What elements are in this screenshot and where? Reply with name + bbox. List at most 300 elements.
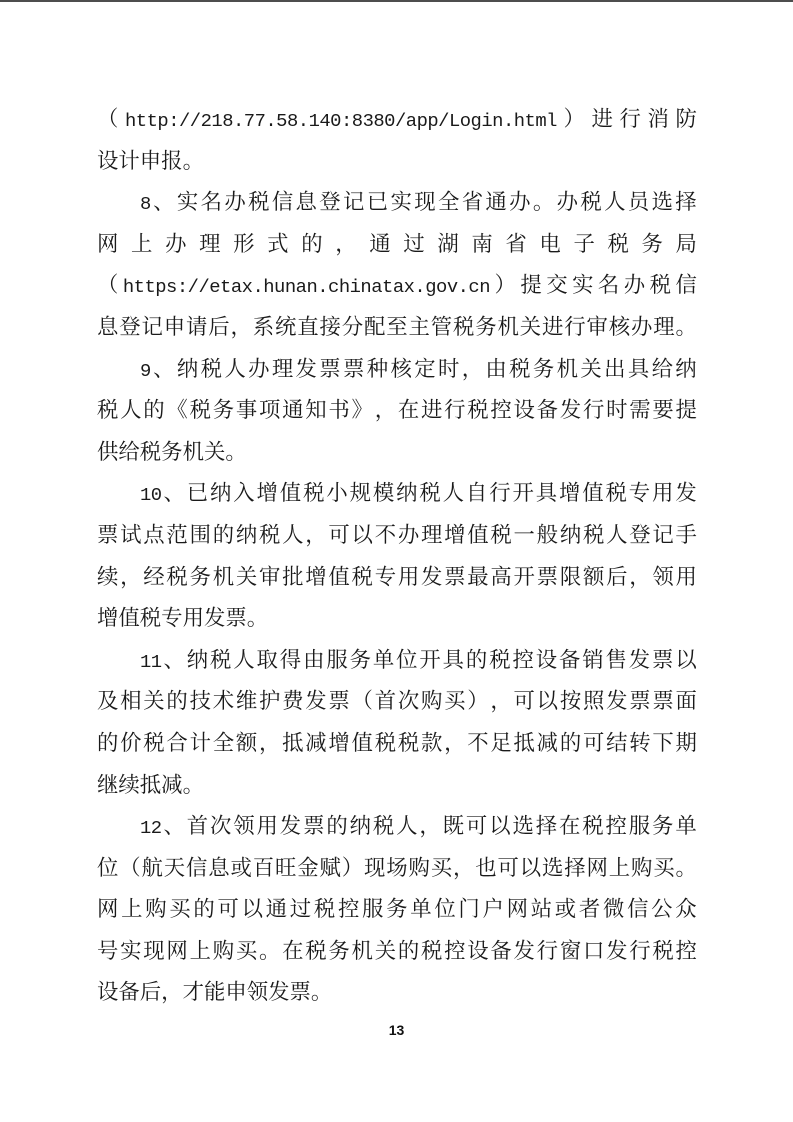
cjk-char: 办 — [631, 314, 653, 339]
cjk-char: 首 — [374, 689, 397, 714]
text-line — [97, 99, 697, 141]
cjk-char: 纳 — [186, 647, 209, 672]
cjk-char: 纳 — [675, 356, 697, 381]
cjk-char: 的 — [143, 398, 165, 423]
cjk-char: 发 — [628, 647, 651, 672]
cjk-char: 门 — [458, 897, 480, 922]
cjk-char: 控 — [605, 814, 627, 839]
cjk-char: 已 — [366, 190, 389, 215]
cjk-char: 消 — [647, 107, 669, 131]
cjk-char: 不 — [374, 522, 397, 547]
cjk-char: 办 — [165, 231, 187, 256]
cjk-char: 站 — [530, 897, 553, 922]
cjk-char: （ — [97, 107, 119, 131]
cjk-char: 公 — [651, 897, 673, 922]
cjk-char: 增 — [444, 522, 466, 547]
cjk-char: 机 — [556, 356, 579, 381]
cjk-char: 票 — [303, 814, 325, 839]
cjk-char: 交 — [546, 273, 568, 298]
cjk-char: 行 — [582, 398, 605, 423]
cjk-char: 息 — [295, 190, 317, 215]
cjk-char: 管 — [430, 314, 453, 339]
cjk-char: 要 — [652, 398, 674, 423]
text-line — [97, 640, 697, 682]
cjk-char: 续 — [97, 564, 119, 589]
cjk-char: 税 — [509, 356, 531, 381]
cjk-char: 发 — [559, 398, 582, 423]
cjk-char: 择 — [535, 814, 558, 839]
cjk-char: 可 — [465, 814, 488, 839]
cjk-char: 费 — [282, 689, 304, 714]
cjk-char: 航 — [141, 855, 163, 880]
text-line — [97, 889, 697, 931]
cjk-char: 范 — [166, 522, 188, 547]
cjk-char: 税 — [419, 481, 441, 506]
cjk-char: 务 — [641, 231, 663, 256]
cjk-char: 期 — [675, 730, 697, 755]
text-line — [97, 473, 697, 515]
cjk-char: 位 — [97, 855, 119, 880]
cjk-char: 名 — [597, 273, 620, 298]
cjk-char: 户 — [482, 897, 504, 922]
cjk-char: 过 — [403, 231, 425, 256]
cjk-char: 形 — [233, 231, 255, 256]
cjk-char: 买 — [444, 689, 466, 714]
cjk-char: 小 — [326, 481, 348, 506]
cjk-char: 税 — [453, 314, 475, 339]
cjk-char: 发 — [279, 814, 302, 839]
cjk-char: 税 — [420, 938, 443, 963]
cjk-char: 种 — [366, 356, 389, 381]
cjk-char: 微 — [602, 897, 625, 922]
cjk-char: 票 — [652, 689, 674, 714]
cjk-char: 务 — [349, 647, 371, 672]
cjk-char: 术 — [212, 689, 235, 714]
cjk-char: 下 — [652, 730, 674, 755]
cjk-char: 服 — [362, 897, 384, 922]
cjk-char: 已 — [186, 481, 209, 506]
cjk-char: 金 — [297, 855, 319, 880]
latin-run: http://218.77.58.140:8380/app/Login.html — [125, 110, 557, 132]
latin-run: 8 — [140, 193, 151, 216]
cjk-char: 记 — [652, 522, 674, 547]
cjk-char: 网 — [166, 938, 188, 963]
text-line — [97, 182, 697, 224]
cjk-char: 发 — [513, 938, 535, 963]
cjk-char: 配 — [364, 314, 386, 339]
cjk-char: 在 — [397, 398, 420, 423]
cjk-char: 通 — [369, 231, 391, 256]
cjk-char: 湖 — [437, 231, 459, 256]
cjk-char: ） — [494, 273, 516, 298]
cjk-char: 子 — [573, 231, 595, 256]
cjk-char: 以 — [351, 522, 373, 547]
cjk-char: 发 — [675, 481, 697, 506]
cjk-char: 、 — [153, 190, 175, 215]
cjk-char: 记 — [141, 314, 163, 339]
cjk-char: 买 — [430, 855, 453, 880]
cjk-char: 天 — [163, 855, 186, 880]
cjk-char: 的 — [465, 647, 488, 672]
cjk-char: ， — [629, 564, 651, 589]
cjk-char: 纳 — [235, 522, 258, 547]
cjk-char: 理 — [199, 231, 221, 256]
cjk-char: 办 — [224, 190, 246, 215]
cjk-char: 人 — [282, 522, 304, 547]
cjk-char: 》 — [351, 398, 373, 423]
text-line — [97, 307, 697, 349]
cjk-char: 息 — [97, 314, 119, 339]
cjk-char: 关 — [143, 689, 165, 714]
cjk-char: 理 — [653, 314, 675, 339]
cjk-char: 知 — [305, 398, 327, 423]
cjk-char: 及 — [97, 689, 119, 714]
cjk-char: 面 — [675, 689, 697, 714]
cjk-char: 备 — [490, 938, 512, 963]
cjk-char: 发 — [606, 938, 628, 963]
cjk-char: 额 — [235, 730, 258, 755]
cjk-char: 用 — [256, 814, 278, 839]
cjk-char: 人 — [120, 398, 142, 423]
cjk-char: 现 — [143, 938, 165, 963]
cjk-char: 时 — [606, 398, 628, 423]
cjk-char: 增 — [256, 481, 278, 506]
cjk-char: 百 — [252, 855, 275, 880]
cjk-char: 税 — [372, 814, 395, 839]
cjk-char: 人 — [442, 481, 465, 506]
cjk-char: 进 — [591, 107, 613, 131]
cjk-char: 规 — [349, 481, 371, 506]
cjk-char: 票 — [328, 689, 350, 714]
cjk-char: 给 — [651, 356, 673, 381]
cjk-char: 具 — [442, 647, 465, 672]
page-top-edge-line — [0, 0, 793, 2]
cjk-char: 机 — [351, 938, 373, 963]
cjk-char: 服 — [326, 647, 348, 672]
cjk-char: 《 — [166, 398, 188, 423]
cjk-char: 场 — [386, 855, 408, 880]
cjk-char: 首 — [186, 814, 209, 839]
cjk-char: 选 — [512, 814, 534, 839]
cjk-char: 实 — [390, 190, 412, 215]
cjk-char: 发 — [606, 689, 628, 714]
cjk-char: 务 — [328, 938, 350, 963]
cjk-char: 纳 — [176, 356, 199, 381]
cjk-char: 的 — [193, 897, 215, 922]
cjk-char: 以 — [489, 814, 511, 839]
cjk-char: 核 — [608, 314, 631, 339]
cjk-char: 限 — [559, 564, 582, 589]
latin-run: 10 — [140, 484, 162, 507]
cjk-char: 登 — [119, 314, 141, 339]
cjk-char: 在 — [558, 814, 581, 839]
cjk-char: 一 — [513, 522, 535, 547]
text-line: 供给税务机关。 — [97, 439, 247, 464]
cjk-char: 。 — [532, 190, 555, 215]
cjk-char: ， — [120, 564, 142, 589]
cjk-char: 实 — [572, 273, 594, 298]
cjk-char: 、 — [163, 647, 185, 672]
cjk-char: 统 — [275, 314, 297, 339]
cjk-char: 购 — [631, 855, 653, 880]
cjk-char: 得 — [279, 647, 302, 672]
cjk-char: 开 — [512, 481, 534, 506]
text-line: 设备后，才能申领发票。 — [97, 980, 333, 1005]
cjk-char: 上 — [189, 938, 211, 963]
cjk-char: 取 — [256, 647, 278, 672]
cjk-char: 名 — [200, 190, 223, 215]
cjk-char: 用 — [652, 481, 674, 506]
cjk-char: 关 — [519, 314, 542, 339]
cjk-char: 位 — [434, 897, 456, 922]
cjk-char: 务 — [532, 356, 555, 381]
cjk-char: 、 — [163, 814, 185, 839]
cjk-char: 由 — [485, 356, 507, 381]
cjk-char: ） — [467, 689, 489, 714]
cjk-char: 税 — [649, 273, 672, 298]
cjk-char: 相 — [120, 689, 142, 714]
cjk-char: 税 — [166, 564, 188, 589]
cjk-char: 纳 — [396, 481, 418, 506]
cjk-char: 税 — [467, 398, 489, 423]
cjk-char: 在 — [282, 938, 304, 963]
cjk-char: 设 — [535, 647, 558, 672]
cjk-char: 自 — [465, 481, 488, 506]
cjk-char: 主 — [408, 314, 430, 339]
cjk-char: 赋 — [319, 855, 341, 880]
cjk-char: 核 — [390, 356, 412, 381]
cjk-char: 控 — [675, 938, 697, 963]
cjk-char: 手 — [675, 522, 697, 547]
cjk-char: 可 — [582, 730, 605, 755]
cjk-char: 减 — [536, 730, 559, 755]
cjk-char: 税 — [582, 522, 605, 547]
cjk-char: 税 — [374, 730, 397, 755]
cjk-char: 旺 — [275, 855, 297, 880]
text-line: 继续抵减。 — [97, 772, 204, 797]
cjk-char: ， — [258, 730, 281, 755]
cjk-char: 人 — [606, 522, 628, 547]
cjk-char: 防 — [675, 107, 697, 131]
cjk-char: 设 — [513, 398, 535, 423]
cjk-char: 经 — [143, 564, 165, 589]
cjk-char: 通 — [265, 897, 288, 922]
cjk-char: 控 — [444, 938, 466, 963]
cjk-char: 提 — [675, 398, 697, 423]
cjk-char: 的 — [397, 938, 420, 963]
cjk-char: 税 — [351, 564, 373, 589]
cjk-char: 人 — [233, 647, 255, 672]
cjk-char: 进 — [420, 398, 443, 423]
cjk-char: 通 — [282, 398, 304, 423]
cjk-char: 实 — [176, 190, 199, 215]
cjk-char: 售 — [605, 647, 627, 672]
cjk-char: 购 — [212, 938, 235, 963]
page-number: 13 — [388, 1022, 405, 1038]
cjk-char: 增 — [305, 564, 327, 589]
cjk-char: 后 — [606, 564, 628, 589]
cjk-char: ， — [453, 855, 475, 880]
cjk-char: 税 — [489, 647, 511, 672]
cjk-char: 电 — [539, 231, 561, 256]
cjk-char: 通 — [485, 190, 507, 215]
cjk-char: 税 — [97, 398, 119, 423]
cjk-char: 设 — [467, 938, 489, 963]
cjk-char: 专 — [374, 564, 397, 589]
cjk-char: ， — [374, 398, 397, 423]
cjk-char: 行 — [629, 938, 651, 963]
cjk-char: 转 — [629, 730, 651, 755]
text-line — [97, 515, 697, 557]
cjk-char: 办 — [556, 190, 579, 215]
cjk-char: ， — [461, 356, 484, 381]
cjk-char: 行 — [619, 107, 641, 131]
cjk-char: 行 — [536, 938, 559, 963]
cjk-char: 局 — [675, 231, 697, 256]
cjk-char: 申 — [163, 314, 186, 339]
cjk-char: 需 — [629, 398, 651, 423]
cjk-char: 纳 — [559, 522, 582, 547]
latin-run: https://etax.hunan.chinatax.gov.cn — [122, 276, 491, 299]
cjk-char: 开 — [513, 564, 535, 589]
cjk-char: 书 — [328, 398, 350, 423]
cjk-char: 选 — [651, 190, 673, 215]
cjk-char: 增 — [558, 481, 581, 506]
cjk-char: 税 — [607, 231, 629, 256]
cjk-char: 购 — [420, 689, 443, 714]
cjk-char: 服 — [628, 814, 651, 839]
cjk-char: 票 — [444, 564, 466, 589]
cjk-char: 买 — [235, 938, 258, 963]
cjk-char: 具 — [627, 356, 650, 381]
cjk-char: 者 — [578, 897, 601, 922]
cjk-char: 登 — [319, 190, 341, 215]
cjk-char: 关 — [374, 938, 397, 963]
cjk-char: 发 — [305, 689, 327, 714]
cjk-char: 办 — [248, 356, 270, 381]
cjk-char: ， — [335, 231, 357, 256]
cjk-char: 最 — [467, 564, 489, 589]
cjk-char: 接 — [319, 314, 341, 339]
cjk-char: 既 — [442, 814, 465, 839]
cjk-char: 试 — [120, 522, 142, 547]
cjk-char: 以 — [519, 855, 542, 880]
cjk-char: 可 — [328, 522, 350, 547]
text-line — [97, 931, 697, 973]
cjk-char: 次 — [397, 689, 420, 714]
cjk-char: 网 — [97, 897, 119, 922]
cjk-char: 买 — [653, 855, 675, 880]
text-line: 增值税专用发票。 — [97, 606, 269, 631]
text-line — [97, 390, 697, 432]
cjk-char: 行 — [564, 314, 586, 339]
cjk-char: 单 — [372, 647, 395, 672]
cjk-char: 口 — [582, 938, 605, 963]
cjk-char: 理 — [271, 356, 294, 381]
cjk-char: 上 — [121, 897, 143, 922]
text-line — [97, 723, 697, 765]
cjk-char: 务 — [475, 314, 497, 339]
cjk-char: 的 — [212, 522, 235, 547]
cjk-char: 票 — [97, 522, 119, 547]
cjk-char: 结 — [606, 730, 628, 755]
cjk-char: 值 — [279, 481, 302, 506]
cjk-char: 提 — [520, 273, 542, 298]
cjk-char: 领 — [233, 814, 255, 839]
cjk-char: 税 — [313, 897, 336, 922]
cjk-char: 税 — [303, 481, 325, 506]
cjk-char: 可 — [513, 689, 535, 714]
cjk-char: 也 — [475, 855, 497, 880]
cjk-char: 。 — [675, 314, 697, 339]
cjk-char: 发 — [420, 564, 443, 589]
cjk-char: 税 — [397, 730, 420, 755]
text-line — [97, 265, 697, 307]
cjk-char: 。 — [258, 938, 281, 963]
cjk-char: 般 — [536, 522, 559, 547]
cjk-char: 时 — [437, 356, 460, 381]
latin-run: 11 — [140, 650, 162, 673]
cjk-char: 式 — [267, 231, 289, 256]
cjk-char: 税 — [248, 190, 270, 215]
text-line — [97, 848, 697, 890]
cjk-char: 全 — [212, 730, 235, 755]
cjk-char: 的 — [301, 231, 323, 256]
latin-run: 9 — [140, 359, 151, 382]
cjk-char: 税 — [490, 522, 512, 547]
text-line — [97, 224, 697, 266]
cjk-char: 事 — [235, 398, 258, 423]
cjk-char: 。 — [675, 855, 697, 880]
cjk-char: 税 — [210, 647, 232, 672]
cjk-char: 或 — [230, 855, 252, 880]
cjk-char: 进 — [542, 314, 564, 339]
cjk-char: ， — [419, 814, 441, 839]
cjk-char: 人 — [396, 814, 418, 839]
cjk-char: 增 — [328, 730, 350, 755]
cjk-char: 以 — [536, 689, 559, 714]
cjk-char: 人 — [224, 356, 246, 381]
text-line — [97, 806, 697, 848]
cjk-char: 行 — [489, 481, 511, 506]
cjk-char: 南 — [471, 231, 493, 256]
cjk-char: 网 — [506, 897, 528, 922]
cjk-char: 抵 — [282, 730, 304, 755]
cjk-char: 减 — [305, 730, 327, 755]
cjk-char: 技 — [189, 689, 211, 714]
cjk-char: 窗 — [559, 938, 582, 963]
cjk-char: 过 — [289, 897, 312, 922]
cjk-char: 用 — [675, 564, 697, 589]
cjk-char: 实 — [120, 938, 142, 963]
cjk-char: 控 — [337, 897, 360, 922]
cjk-char: 可 — [217, 897, 239, 922]
text-line — [97, 557, 697, 599]
cjk-char: 直 — [297, 314, 319, 339]
cjk-char: 次 — [210, 814, 232, 839]
cjk-char: 理 — [420, 522, 443, 547]
cjk-char: 务 — [652, 814, 674, 839]
cjk-char: 出 — [604, 356, 626, 381]
cjk-char: 信 — [271, 190, 294, 215]
cjk-char: 机 — [497, 314, 519, 339]
cjk-char: 护 — [258, 689, 281, 714]
cjk-char: 机 — [212, 564, 235, 589]
cjk-char: 分 — [341, 314, 364, 339]
cjk-char: 照 — [582, 689, 605, 714]
cjk-char: 模 — [372, 481, 395, 506]
cjk-char: 务 — [386, 897, 408, 922]
